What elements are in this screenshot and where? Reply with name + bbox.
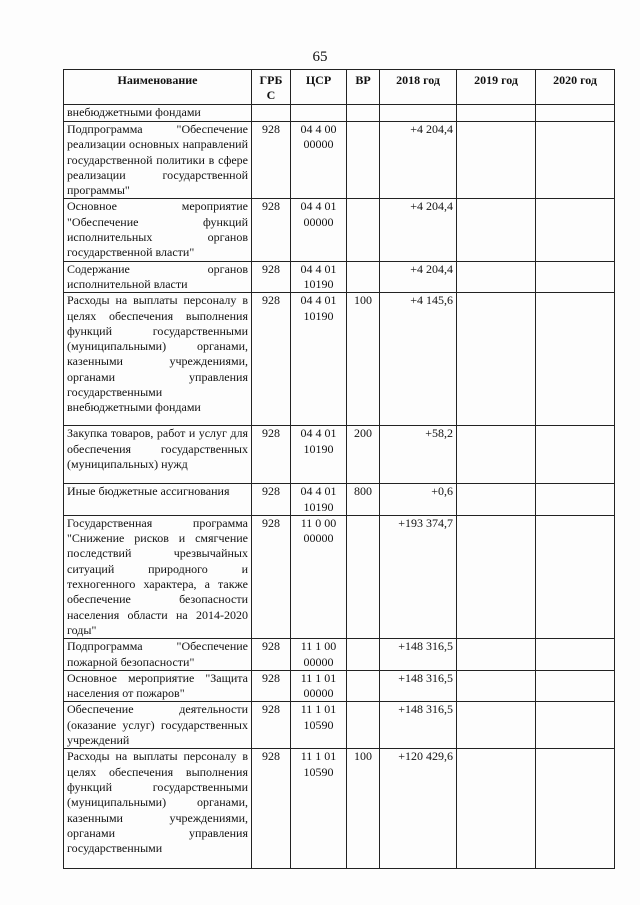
row-csr-cell (291, 122, 347, 199)
row-2018-cell: +58,2 (380, 426, 457, 484)
table-row (64, 670, 615, 702)
row-2019-cell (457, 702, 536, 749)
csr-code-part-1: 11 0 00 (300, 515, 337, 530)
row-name-cell: внебюджетными фондами (64, 105, 252, 122)
row-2018-cell: +4 204,4 (380, 122, 457, 199)
row-vr-cell (347, 105, 380, 122)
row-csr-cell (291, 639, 347, 671)
table-row (64, 105, 615, 122)
csr-code-part-2: 10590 (303, 764, 334, 779)
row-2018-cell: +4 204,4 (380, 199, 457, 261)
table-body (64, 105, 615, 869)
row-vr-cell (347, 261, 380, 293)
row-2020-cell (536, 484, 615, 516)
row-2020-cell (536, 105, 615, 122)
row-2020-cell (536, 639, 615, 671)
row-csr-cell (291, 199, 347, 261)
column-header-2019: 2019 год (457, 70, 536, 105)
table-row (64, 261, 615, 293)
csr-code-part-1: 04 4 01 (300, 261, 337, 276)
row-csr-cell (291, 515, 347, 638)
row-2018-cell: +148 316,5 (380, 670, 457, 702)
row-name-cell: Расходы на выплаты персоналу в целях обеспечения выполнения функций государственными (муниципальными) органами, казенными учреждениями, органами управления государственными внебюджетными фондами (64, 293, 252, 426)
row-2019-cell (457, 199, 536, 261)
row-2019-cell (457, 122, 536, 199)
row-vr-cell: 100 (347, 749, 380, 869)
row-vr-cell: 200 (347, 426, 380, 484)
budget-table (63, 69, 615, 869)
csr-code-part-1: 11 1 00 (300, 639, 337, 654)
row-2020-cell (536, 293, 615, 426)
row-2019-cell (457, 105, 536, 122)
column-header-name: Наименование (64, 70, 252, 105)
row-csr-cell (291, 261, 347, 293)
row-vr-cell (347, 515, 380, 638)
row-name-cell: Закупка товаров, работ и услуг для обеспечения государственных (муниципальных) нужд (64, 426, 252, 484)
csr-code-part-2: 00000 (303, 137, 334, 152)
row-2018-cell: +148 316,5 (380, 702, 457, 749)
row-vr-cell (347, 639, 380, 671)
row-grbs-cell: 928 (252, 484, 291, 516)
row-name-cell: Подпрограмма "Обеспечение пожарной безопасности" (64, 639, 252, 671)
row-2020-cell (536, 749, 615, 869)
row-vr-cell (347, 122, 380, 199)
row-vr-cell (347, 670, 380, 702)
row-name-cell: Расходы на выплаты персоналу в целях обеспечения выполнения функций государственными (муниципальными) органами, казенными учреждениями, органами управления государственными (64, 749, 252, 869)
row-grbs-cell: 928 (252, 749, 291, 869)
table-row (64, 515, 615, 638)
row-name-cell: Содержание органов исполнительной власти (64, 261, 252, 293)
row-csr-cell (291, 670, 347, 702)
csr-code-part-1: 04 4 01 (300, 293, 337, 308)
csr-code-part-1: 11 1 01 (300, 749, 337, 764)
csr-code-part-2: 00000 (303, 214, 334, 229)
row-2020-cell (536, 199, 615, 261)
csr-code-part-1: 04 4 01 (300, 426, 337, 441)
row-grbs-cell: 928 (252, 670, 291, 702)
table-row (64, 749, 615, 869)
row-grbs-cell: 928 (252, 261, 291, 293)
row-grbs-cell: 928 (252, 199, 291, 261)
table-row (64, 639, 615, 671)
row-2020-cell (536, 702, 615, 749)
column-header-vr: ВР (347, 70, 380, 105)
row-2018-cell: +193 374,7 (380, 515, 457, 638)
row-csr-cell (291, 749, 347, 869)
row-csr-cell (291, 484, 347, 516)
row-2020-cell (536, 122, 615, 199)
row-2020-cell (536, 261, 615, 293)
row-2020-cell (536, 426, 615, 484)
row-vr-cell (347, 702, 380, 749)
row-grbs-cell: 928 (252, 426, 291, 484)
table-row (64, 122, 615, 199)
row-2018-cell: +4 145,6 (380, 293, 457, 426)
csr-code-part-1: 04 4 00 (300, 122, 337, 136)
row-name-cell: Основное мероприятие "Защита населения от пожаров" (64, 670, 252, 702)
row-2018-cell: +148 316,5 (380, 639, 457, 671)
csr-code-part-1: 04 4 01 (300, 199, 337, 214)
row-grbs-cell (252, 105, 291, 122)
column-header-grbs: ГРБ С (252, 70, 291, 105)
csr-code-part-2: 00000 (303, 686, 334, 701)
row-vr-cell: 800 (347, 484, 380, 516)
csr-code-part-1: 04 4 01 (300, 484, 337, 499)
row-2019-cell (457, 426, 536, 484)
row-2018-cell: +4 204,4 (380, 261, 457, 293)
csr-code-part-2: 00000 (303, 654, 334, 669)
column-header-2018: 2018 год (380, 70, 457, 105)
table-row (64, 426, 615, 484)
row-name-cell: Основное мероприятие "Обеспечение функций исполнительных органов государственной власти" (64, 199, 252, 261)
row-2019-cell (457, 261, 536, 293)
csr-code-part-2: 10190 (303, 441, 334, 456)
row-2020-cell (536, 670, 615, 702)
row-2019-cell (457, 749, 536, 869)
row-2018-cell (380, 105, 457, 122)
row-vr-cell: 100 (347, 293, 380, 426)
csr-code-part-1: 11 1 01 (300, 670, 337, 685)
row-2020-cell (536, 515, 615, 638)
csr-code-part-2: 10190 (303, 276, 334, 291)
row-grbs-cell: 928 (252, 293, 291, 426)
csr-code-part-2: 10190 (303, 499, 334, 514)
csr-code-part-2: 10190 (303, 308, 334, 323)
row-vr-cell (347, 199, 380, 261)
table-row (64, 702, 615, 749)
csr-code-part-2: 00000 (303, 531, 334, 546)
row-name-cell: Обеспечение деятельности (оказание услуг) государственных учреждений (64, 702, 252, 749)
row-2019-cell (457, 484, 536, 516)
row-2019-cell (457, 639, 536, 671)
table-row (64, 484, 615, 516)
row-name-cell: Иные бюджетные ассигнования (64, 484, 252, 516)
row-grbs-cell: 928 (252, 639, 291, 671)
row-name-cell: Государственная программа "Снижение рисков и смягчение последствий чрезвычайных ситуаций природного и техногенного характера, а также обеспечение безопасности населения области на 2014-2020 годы" (64, 515, 252, 638)
row-2018-cell: +0,6 (380, 484, 457, 516)
row-csr-cell (291, 105, 347, 122)
row-grbs-cell: 928 (252, 122, 291, 199)
column-header-csr: ЦСР (291, 70, 347, 105)
csr-code-part-2: 10590 (303, 717, 334, 732)
table-header-row (64, 70, 615, 105)
table-row (64, 293, 615, 426)
row-2019-cell (457, 293, 536, 426)
row-csr-cell (291, 702, 347, 749)
table-row (64, 199, 615, 261)
csr-code-part-1: 11 1 01 (300, 702, 337, 717)
column-header-2020: 2020 год (536, 70, 615, 105)
row-2018-cell: +120 429,6 (380, 749, 457, 869)
page-number: 65 (312, 49, 328, 65)
row-grbs-cell: 928 (252, 702, 291, 749)
row-2019-cell (457, 515, 536, 638)
row-csr-cell (291, 426, 347, 484)
row-name-cell: Подпрограмма "Обеспечение реализации основных направлений государственной политики в сфере реализации государственной программы" (64, 122, 252, 199)
row-csr-cell (291, 293, 347, 426)
row-grbs-cell: 928 (252, 515, 291, 638)
row-2019-cell (457, 670, 536, 702)
